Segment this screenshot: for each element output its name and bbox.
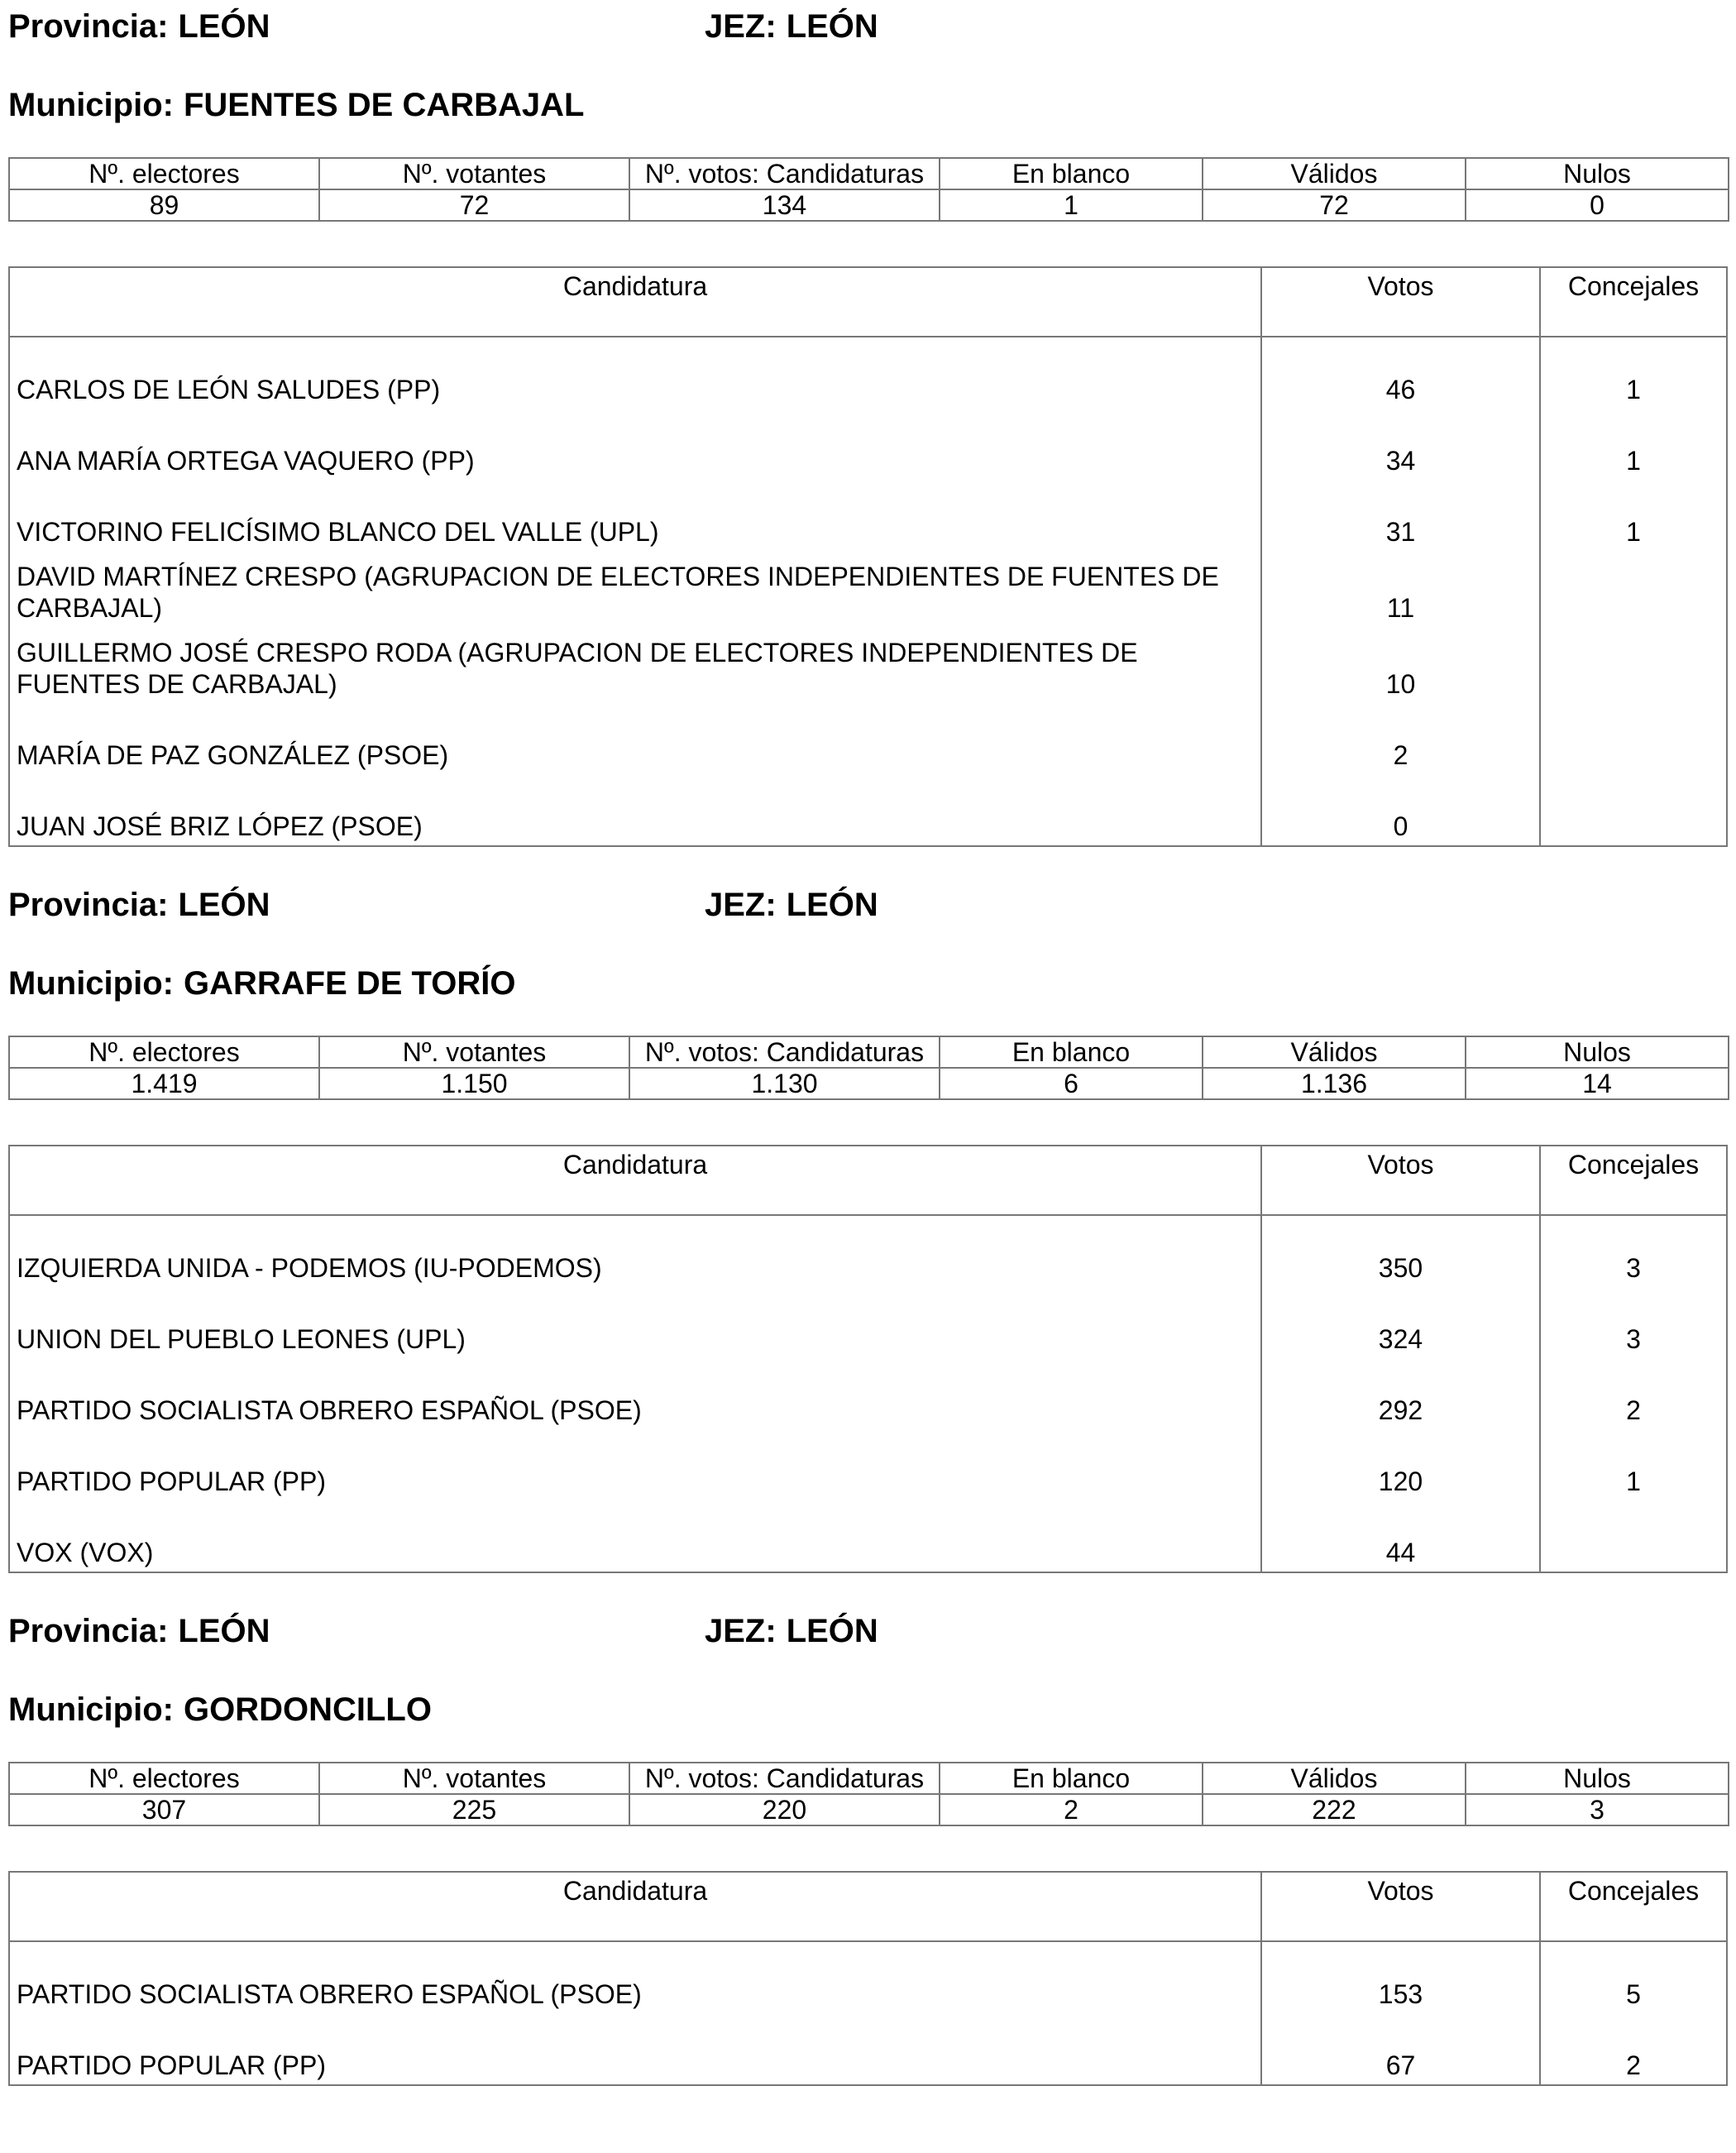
candidate-votes: 120 <box>1262 1429 1541 1500</box>
candidate-name: PARTIDO POPULAR (PP) <box>10 1429 1262 1500</box>
candidate-votes: 292 <box>1262 1358 1541 1429</box>
stats-header-electores: Nº. electores <box>9 1036 319 1068</box>
candidate-concejales: 1 <box>1626 1466 1641 1496</box>
stats-value-row <box>9 1068 1729 1099</box>
candidate-row <box>10 1500 1726 1572</box>
jez-label: JEZ: <box>705 8 777 45</box>
concejales-header: Concejales <box>1567 1876 1700 1906</box>
stats-header-electores: Nº. electores <box>9 1763 319 1794</box>
candidate-name: JUAN JOSÉ BRIZ LÓPEZ (PSOE) <box>10 774 1262 845</box>
stats-header-electores: Nº. electores <box>9 158 319 189</box>
candidatura-header: Candidatura <box>10 268 1262 336</box>
candidate-name: GUILLERMO JOSÉ CRESPO RODA (AGRUPACION DE ELECTORES INDEPENDIENTES DE FUENTES DE CARBAJAL) <box>10 627 1262 703</box>
candidate-concejales: 2 <box>1626 2050 1641 2080</box>
candidate-concejales: 5 <box>1626 1979 1641 2009</box>
stats-value-electores: 1.419 <box>9 1068 319 1099</box>
stats-value-validos: 72 <box>1203 189 1466 221</box>
provincia-label: Provincia: <box>8 8 169 45</box>
candidate-concejales <box>1541 627 1726 703</box>
candidate-concejales: 1 <box>1626 517 1641 547</box>
stats-header-votantes: Nº. votantes <box>319 1763 629 1794</box>
candidate-name: PARTIDO SOCIALISTA OBRERO ESPAÑOL (PSOE) <box>10 1942 1262 2013</box>
votos-header: Votos <box>1262 268 1541 336</box>
candidate-name: VOX (VOX) <box>10 1500 1262 1572</box>
candidates-table <box>8 1145 1728 1573</box>
candidate-row <box>10 480 1726 551</box>
jez-label: JEZ: <box>705 1613 777 1649</box>
candidates-table <box>8 266 1728 847</box>
candidate-votes: 10 <box>1262 627 1541 703</box>
candidate-row <box>10 1358 1726 1429</box>
stats-header-en-blanco: En blanco <box>940 158 1203 189</box>
candidate-row <box>10 2013 1726 2084</box>
stats-value-row <box>9 1794 1729 1825</box>
candidate-row <box>10 1287 1726 1358</box>
stats-value-en-blanco: 6 <box>940 1068 1203 1099</box>
stats-header-votantes: Nº. votantes <box>319 158 629 189</box>
candidate-name: UNION DEL PUEBLO LEONES (UPL) <box>10 1287 1262 1358</box>
concejales-header: Concejales <box>1567 271 1700 301</box>
candidate-row <box>10 1942 1726 2013</box>
candidate-concejales: 1 <box>1626 375 1641 404</box>
candidate-votes: 44 <box>1262 1500 1541 1572</box>
stats-value-votos-candidaturas: 134 <box>629 189 940 221</box>
municipio-label: Municipio: <box>8 965 174 1002</box>
candidate-row <box>10 627 1726 703</box>
candidate-row <box>10 409 1726 480</box>
stats-header-validos: Válidos <box>1203 1036 1466 1068</box>
stats-value-votos-candidaturas: 1.130 <box>629 1068 940 1099</box>
stats-header-votantes: Nº. votantes <box>319 1036 629 1068</box>
candidate-concejales: 3 <box>1626 1253 1641 1283</box>
municipio-heading <box>8 1691 432 1728</box>
candidates-header-row <box>10 268 1726 337</box>
candidate-concejales <box>1541 703 1726 774</box>
candidate-row <box>10 703 1726 774</box>
candidate-votes: 11 <box>1262 551 1541 627</box>
candidates-header-row <box>10 1146 1726 1216</box>
municipio-value: GARRAFE DE TORÍO <box>183 965 516 1002</box>
provincia-value: LEÓN <box>178 8 270 45</box>
candidate-row <box>10 1429 1726 1500</box>
stats-value-validos: 222 <box>1203 1794 1466 1825</box>
candidate-concejales: 3 <box>1626 1324 1641 1354</box>
candidate-votes: 0 <box>1262 774 1541 845</box>
stats-value-votantes: 1.150 <box>319 1068 629 1099</box>
candidate-name: VICTORINO FELICÍSIMO BLANCO DEL VALLE (UPL) <box>10 480 1262 551</box>
candidate-name: MARÍA DE PAZ GONZÁLEZ (PSOE) <box>10 703 1262 774</box>
stats-header-row <box>9 1763 1729 1794</box>
stats-value-validos: 1.136 <box>1203 1068 1466 1099</box>
candidates-header-row <box>10 1873 1726 1942</box>
jez-heading <box>705 1613 878 1649</box>
stats-header-row <box>9 1036 1729 1068</box>
stats-value-votos-candidaturas: 220 <box>629 1794 940 1825</box>
stats-header-votos-candidaturas: Nº. votos: Candidaturas <box>629 1763 940 1794</box>
stats-header-en-blanco: En blanco <box>940 1036 1203 1068</box>
candidate-votes: 31 <box>1262 480 1541 551</box>
candidate-concejales <box>1541 774 1726 845</box>
stats-header-en-blanco: En blanco <box>940 1763 1203 1794</box>
candidates-table <box>8 1871 1728 2086</box>
provincia-value: LEÓN <box>178 887 270 923</box>
candidate-name: PARTIDO SOCIALISTA OBRERO ESPAÑOL (PSOE) <box>10 1358 1262 1429</box>
stats-value-electores: 89 <box>9 189 319 221</box>
municipio-heading <box>8 965 515 1002</box>
candidate-row <box>10 774 1726 845</box>
stats-value-row <box>9 189 1729 221</box>
stats-header-votos-candidaturas: Nº. votos: Candidaturas <box>629 158 940 189</box>
stats-value-votantes: 72 <box>319 189 629 221</box>
stats-value-nulos: 0 <box>1466 189 1729 221</box>
stats-value-en-blanco: 2 <box>940 1794 1203 1825</box>
votos-header: Votos <box>1262 1873 1541 1940</box>
candidate-concejales <box>1541 1500 1726 1572</box>
candidate-votes: 46 <box>1262 337 1541 409</box>
candidatura-header: Candidatura <box>10 1146 1262 1214</box>
municipio-heading <box>8 87 584 123</box>
candidate-concejales: 1 <box>1626 446 1641 476</box>
jez-heading <box>705 887 878 923</box>
candidate-row <box>10 1216 1726 1287</box>
stats-value-votantes: 225 <box>319 1794 629 1825</box>
municipio-label: Municipio: <box>8 1691 174 1728</box>
candidate-concejales: 2 <box>1626 1395 1641 1425</box>
candidatura-header: Candidatura <box>10 1873 1262 1940</box>
candidate-name: CARLOS DE LEÓN SALUDES (PP) <box>10 337 1262 409</box>
provincia-heading <box>8 8 270 45</box>
candidate-votes: 324 <box>1262 1287 1541 1358</box>
candidate-votes: 350 <box>1262 1216 1541 1287</box>
candidate-name: ANA MARÍA ORTEGA VAQUERO (PP) <box>10 409 1262 480</box>
stats-header-nulos: Nulos <box>1466 1036 1729 1068</box>
stats-table <box>8 1762 1729 1826</box>
jez-value: LEÓN <box>786 8 878 45</box>
stats-value-electores: 307 <box>9 1794 319 1825</box>
provincia-value: LEÓN <box>178 1613 270 1649</box>
jez-heading <box>705 8 878 45</box>
jez-value: LEÓN <box>786 887 878 923</box>
votos-header: Votos <box>1262 1146 1541 1214</box>
provincia-label: Provincia: <box>8 1613 169 1649</box>
jez-label: JEZ: <box>705 887 777 923</box>
candidate-name: IZQUIERDA UNIDA - PODEMOS (IU-PODEMOS) <box>10 1216 1262 1287</box>
provincia-label: Provincia: <box>8 887 169 923</box>
candidate-name: DAVID MARTÍNEZ CRESPO (AGRUPACION DE ELECTORES INDEPENDIENTES DE FUENTES DE CARBAJAL) <box>10 551 1262 627</box>
candidate-votes: 2 <box>1262 703 1541 774</box>
stats-header-row <box>9 158 1729 189</box>
stats-value-nulos: 14 <box>1466 1068 1729 1099</box>
jez-value: LEÓN <box>786 1613 878 1649</box>
stats-table <box>8 157 1729 222</box>
municipio-value: GORDONCILLO <box>183 1691 432 1728</box>
provincia-heading <box>8 887 270 923</box>
candidate-concejales <box>1541 551 1726 627</box>
municipio-label: Municipio: <box>8 87 174 123</box>
candidate-row <box>10 551 1726 627</box>
provincia-heading <box>8 1613 270 1649</box>
stats-value-nulos: 3 <box>1466 1794 1729 1825</box>
stats-header-validos: Válidos <box>1203 1763 1466 1794</box>
stats-header-nulos: Nulos <box>1466 158 1729 189</box>
concejales-header: Concejales <box>1567 1150 1700 1179</box>
candidate-votes: 67 <box>1262 2013 1541 2084</box>
candidate-votes: 153 <box>1262 1942 1541 2013</box>
stats-header-votos-candidaturas: Nº. votos: Candidaturas <box>629 1036 940 1068</box>
stats-header-validos: Válidos <box>1203 158 1466 189</box>
stats-value-en-blanco: 1 <box>940 189 1203 221</box>
stats-table <box>8 1036 1729 1100</box>
municipio-value: FUENTES DE CARBAJAL <box>183 87 585 123</box>
candidate-row <box>10 337 1726 409</box>
stats-header-nulos: Nulos <box>1466 1763 1729 1794</box>
candidate-name: PARTIDO POPULAR (PP) <box>10 2013 1262 2084</box>
candidate-votes: 34 <box>1262 409 1541 480</box>
